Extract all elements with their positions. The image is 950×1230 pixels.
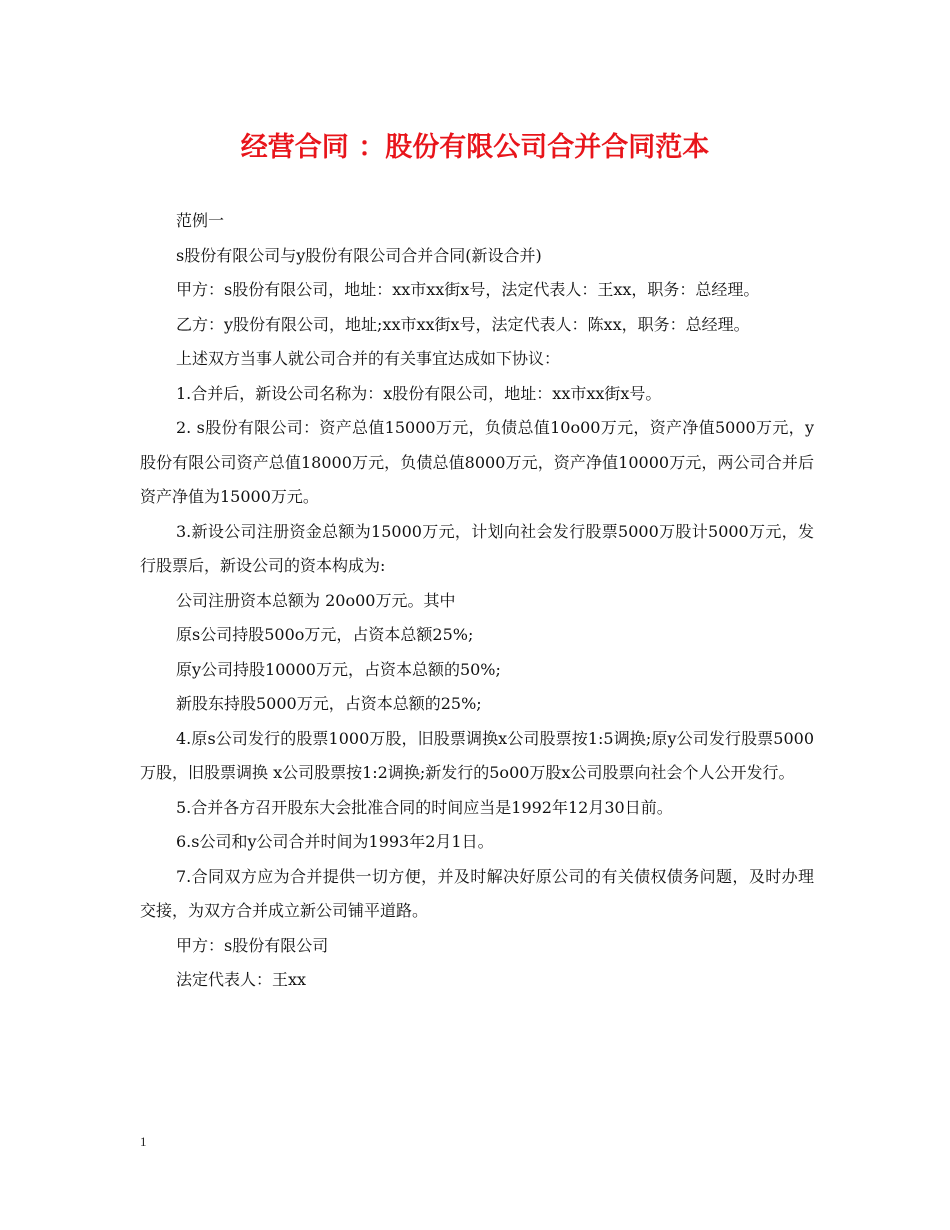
paragraph-clause-1: 1.合并后，新设公司名称为：x股份有限公司，地址：xx市xx街x号。 <box>176 383 662 403</box>
page-number: 1 <box>140 1134 147 1149</box>
paragraph-capital-y: 原y公司持股10000万元，占资本总额的50%; <box>176 659 501 679</box>
paragraph-signature-representative: 法定代表人：王xx <box>176 970 307 989</box>
paragraph-clause-5: 5.合并各方召开股东大会批准合同的时间应当是1992年12月30日前。 <box>176 797 673 817</box>
paragraph-example-label: 范例一 <box>176 211 225 230</box>
paragraph-capital-s: 原s公司持股500o万元，占资本总额25%; <box>176 625 474 644</box>
paragraph-clause-2: 2. s股份有限公司：资产总值15000万元，负债总值10o00万元，资产净值5000万元，y股份有限公司资产总值18000万元，负债总值8000万元，资产净值10000万元，两公司合并后资产净值为15000万元。 <box>140 418 814 506</box>
paragraph-contract-name: s股份有限公司与y股份有限公司合并合同(新设合并) <box>176 245 542 265</box>
paragraph-capital-new: 新股东持股5000万元，占资本总额的25%; <box>176 694 482 713</box>
paragraph-clause-7: 7.合同双方应为合并提供一切方便，并及时解决好原公司的有关债权债务问题，及时办理交接，为双方合并成立新公司铺平道路。 <box>140 866 814 920</box>
document-body <box>140 204 814 998</box>
paragraph-clause-4: 4.原s公司发行的股票1000万股，旧股票调换x公司股票按1:5调换;原y公司发行股票5000万股，旧股票调换 x公司股票按1:2调换;新发行的5o00万股x公司股票向社会个人公开发行。 <box>140 728 814 782</box>
paragraph-capital-total: 公司注册资本总额为 20o00万元。其中 <box>176 590 456 610</box>
paragraph-party-b: 乙方：y股份有限公司，地址;xx市xx街x号，法定代表人：陈xx，职务：总经理。 <box>176 314 750 334</box>
paragraph-clause-3: 3.新设公司注册资金总额为15000万元，计划向社会发行股票5000万股计5000万元，发行股票后，新设公司的资本构成为: <box>140 521 814 575</box>
paragraph-signature-party-a: 甲方：s股份有限公司 <box>176 935 329 955</box>
paragraph-party-a: 甲方：s股份有限公司，地址：xx市xx街x号，法定代表人：王xx，职务：总经理。 <box>176 280 760 299</box>
paragraph-agreement-intro: 上述双方当事人就公司合并的有关事宜达成如下协议： <box>176 349 561 368</box>
document-title: 经营合同 ：股份有限公司合并合同范本 <box>240 132 710 163</box>
paragraph-clause-6: 6.s公司和y公司合并时间为1993年2月1日。 <box>176 832 494 851</box>
